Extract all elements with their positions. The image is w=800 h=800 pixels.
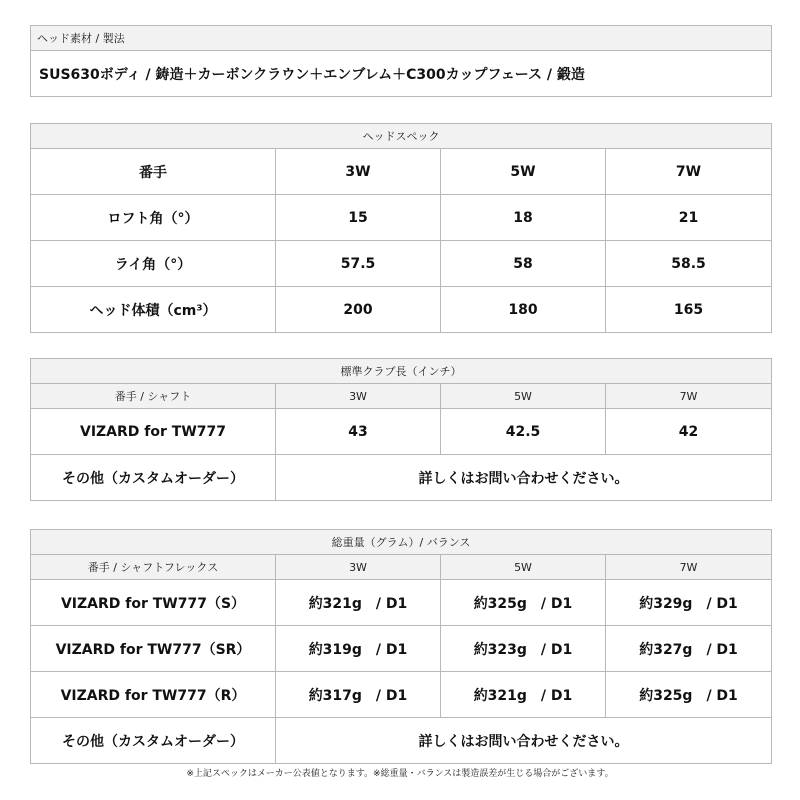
cell-value: 約319g / D1 bbox=[276, 626, 441, 672]
row-label: ロフト角（°） bbox=[31, 195, 276, 241]
material-header: ヘッド素材 / 製法 bbox=[31, 26, 772, 51]
footnote: ※上記スペックはメーカー公表値となります。※総重量・バランスは製造誤差が生じる場合がございます。 bbox=[186, 769, 614, 779]
cell-value: 詳しくはお問い合わせください。 bbox=[276, 718, 772, 764]
cell-value: 18 bbox=[441, 195, 606, 241]
head-spec-col-header: 番手 bbox=[31, 149, 276, 195]
table-row bbox=[31, 672, 772, 718]
head-spec-col-header: 7W bbox=[606, 149, 772, 195]
row-label: ヘッド体積（cm³） bbox=[31, 287, 276, 333]
row-label: ライ角（°） bbox=[31, 241, 276, 287]
row-label: VIZARD for TW777（SR） bbox=[31, 626, 276, 672]
cell-value: 約329g / D1 bbox=[606, 580, 772, 626]
row-label: その他（カスタムオーダー） bbox=[31, 718, 276, 764]
cell-value: 42.5 bbox=[441, 409, 606, 455]
cell-value: 43 bbox=[276, 409, 441, 455]
cell-value: 21 bbox=[606, 195, 772, 241]
material-table bbox=[30, 25, 772, 97]
weight-title: 総重量（グラム）/ バランス bbox=[31, 530, 772, 555]
head-spec-col-header: 5W bbox=[441, 149, 606, 195]
material-value: SUS630ボディ / 鋳造＋カーボンクラウン＋エンブレム＋C300カップフェース / 鍛造 bbox=[31, 51, 772, 97]
cell-value: 200 bbox=[276, 287, 441, 333]
weight-col-header: 番手 / シャフトフレックス bbox=[31, 555, 276, 580]
club-length-col-header: 5W bbox=[441, 384, 606, 409]
row-label: VIZARD for TW777（S） bbox=[31, 580, 276, 626]
cell-value: 15 bbox=[276, 195, 441, 241]
head-spec-table bbox=[30, 123, 772, 333]
table-row bbox=[31, 287, 772, 333]
club-length-col-header: 番手 / シャフト bbox=[31, 384, 276, 409]
cell-value: 57.5 bbox=[276, 241, 441, 287]
weight-col-header: 7W bbox=[606, 555, 772, 580]
cell-value: 約323g / D1 bbox=[441, 626, 606, 672]
cell-value: 約325g / D1 bbox=[441, 580, 606, 626]
head-spec-col-header: 3W bbox=[276, 149, 441, 195]
cell-value: 42 bbox=[606, 409, 772, 455]
cell-value: 約321g / D1 bbox=[441, 672, 606, 718]
weight-table bbox=[30, 529, 772, 764]
cell-value: 180 bbox=[441, 287, 606, 333]
table-row bbox=[31, 718, 772, 764]
table-row bbox=[31, 241, 772, 287]
table-row bbox=[31, 455, 772, 501]
club-length-col-header: 3W bbox=[276, 384, 441, 409]
weight-col-header: 3W bbox=[276, 555, 441, 580]
cell-value: 58.5 bbox=[606, 241, 772, 287]
club-length-col-header: 7W bbox=[606, 384, 772, 409]
row-label: その他（カスタムオーダー） bbox=[31, 455, 276, 501]
club-length-title: 標準クラブ長（インチ） bbox=[31, 359, 772, 384]
cell-value: 詳しくはお問い合わせください。 bbox=[276, 455, 772, 501]
table-row bbox=[31, 626, 772, 672]
cell-value: 約327g / D1 bbox=[606, 626, 772, 672]
cell-value: 約325g / D1 bbox=[606, 672, 772, 718]
table-row bbox=[31, 409, 772, 455]
table-row bbox=[31, 580, 772, 626]
cell-value: 58 bbox=[441, 241, 606, 287]
head-spec-title: ヘッドスペック bbox=[31, 124, 772, 149]
cell-value: 約321g / D1 bbox=[276, 580, 441, 626]
cell-value: 165 bbox=[606, 287, 772, 333]
row-label: VIZARD for TW777 bbox=[31, 409, 276, 455]
weight-col-header: 5W bbox=[441, 555, 606, 580]
table-row bbox=[31, 195, 772, 241]
row-label: VIZARD for TW777（R） bbox=[31, 672, 276, 718]
club-length-table bbox=[30, 358, 772, 501]
cell-value: 約317g / D1 bbox=[276, 672, 441, 718]
